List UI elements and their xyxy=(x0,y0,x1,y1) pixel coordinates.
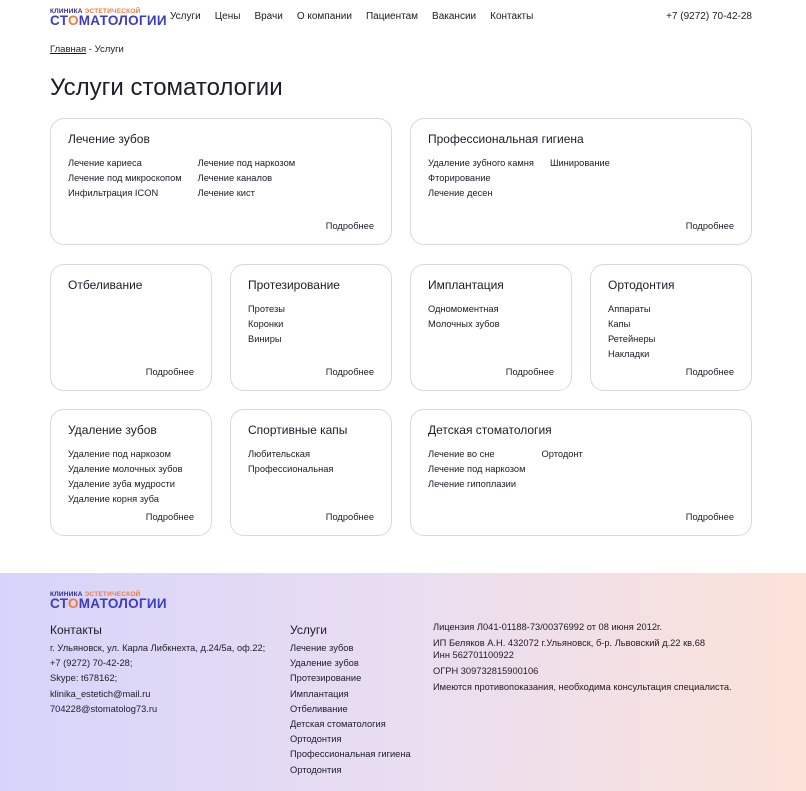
card-subservice-link[interactable]: Виниры xyxy=(248,334,282,344)
card-subservice-link[interactable]: Молочных зубов xyxy=(428,319,500,329)
card-subservice-link[interactable]: Лечение каналов xyxy=(197,173,273,183)
main-nav xyxy=(170,11,547,23)
more-link[interactable]: Подробнее xyxy=(325,367,374,377)
nav-item-about[interactable]: О компании xyxy=(296,11,352,22)
card-subservice-link[interactable]: Лечение кист xyxy=(197,188,255,198)
card-subservice-link[interactable]: Лечение десен xyxy=(428,188,493,198)
footer-contacts-list xyxy=(50,641,265,717)
ip-address-text: ИП Беляков А.Н. 432072 г.Ульяновск, б-р. Львовский д.22 кв.68 xyxy=(433,638,706,648)
card-subservice-link[interactable]: Лечение под наркозом xyxy=(197,158,296,168)
page-title: Услуги стоматологии xyxy=(50,74,283,101)
card-title[interactable]: Отбеливание xyxy=(68,278,143,292)
footer-service-link[interactable]: Отбеливание xyxy=(290,703,348,714)
footer-contact-line[interactable]: Skype: t678162; xyxy=(50,673,118,684)
card-column xyxy=(68,447,183,507)
card-subservice-link[interactable]: Профессиональная xyxy=(248,464,334,474)
card-title[interactable]: Удаление зубов xyxy=(68,423,157,437)
card-subservice-link[interactable]: Ретейнеры xyxy=(608,334,656,344)
nav-item-contacts[interactable]: Контакты xyxy=(490,11,534,22)
nav-item-prices[interactable]: Цены xyxy=(214,11,241,22)
card-items xyxy=(68,156,295,201)
ogrn-text: ОГРН 309732815900106 xyxy=(433,666,539,676)
contraindications-warning: Имеются противопоказания, необходима консультация специалиста. xyxy=(433,682,732,692)
card-items xyxy=(68,447,183,507)
nav-item-services[interactable]: Услуги xyxy=(170,11,201,22)
card-title[interactable]: Лечение зубов xyxy=(68,132,150,146)
card-subservice-link[interactable]: Аппараты xyxy=(608,304,651,314)
card-title[interactable]: Детская стоматология xyxy=(428,423,552,437)
footer-contact-line[interactable]: +7 (9272) 70-42-28; xyxy=(50,658,133,669)
card-items xyxy=(248,302,285,347)
card-column xyxy=(248,447,333,477)
card-subservice-link[interactable]: Удаление зубного камня xyxy=(428,158,534,168)
footer-service-link[interactable]: Имплантация xyxy=(290,688,349,699)
card-column xyxy=(248,302,285,347)
service-card-orthodontics[interactable] xyxy=(590,264,752,391)
footer-services xyxy=(290,622,411,778)
card-title[interactable]: Имплантация xyxy=(428,278,504,292)
card-column xyxy=(428,447,526,492)
card-subservice-link[interactable]: Ортодонт xyxy=(541,449,583,459)
card-subservice-link[interactable]: Любительская xyxy=(248,449,311,459)
footer-service-link[interactable]: Профессиональная гигиена xyxy=(290,749,411,760)
service-card-treatment[interactable] xyxy=(50,118,392,245)
footer-service-link[interactable]: Удаление зубов xyxy=(290,658,359,669)
card-subservice-link[interactable]: Инфильтрация ICON xyxy=(68,188,159,198)
header-phone[interactable]: +7 (9272) 70-42-28 xyxy=(666,11,752,22)
card-subservice-link[interactable]: Удаление под наркозом xyxy=(68,449,171,459)
more-link[interactable]: Подробнее xyxy=(685,221,734,231)
nav-item-vacancies[interactable]: Вакансии xyxy=(432,11,477,22)
tooth-icon: О xyxy=(67,596,79,611)
card-subservice-link[interactable]: Удаление корня зуба xyxy=(68,494,159,504)
card-column xyxy=(428,302,500,332)
footer-service-link[interactable]: Детская стоматология xyxy=(290,719,386,730)
footer-service-link[interactable]: Лечение зубов xyxy=(290,643,354,653)
card-subservice-link[interactable]: Шинирование xyxy=(549,158,610,168)
card-subservice-link[interactable]: Протезы xyxy=(248,304,285,314)
card-title[interactable]: Протезирование xyxy=(248,278,340,292)
card-subservice-link[interactable]: Лечение под микроскопом xyxy=(68,173,182,183)
footer-contact-line[interactable]: г. Ульяновск, ул. Карла Либкнехта, д.24/5а, оф.22; xyxy=(50,643,266,653)
license-text: Лицензия Л041-01188-73/00376992 от 08 июня 2012г. xyxy=(433,622,662,632)
more-link[interactable]: Подробнее xyxy=(145,367,194,377)
service-card-sport-guards[interactable] xyxy=(230,409,392,536)
footer-service-link[interactable]: Протезирование xyxy=(290,673,362,684)
more-link[interactable]: Подробнее xyxy=(685,512,734,522)
card-column xyxy=(428,156,534,201)
footer-contacts xyxy=(50,622,265,717)
nav-item-doctors[interactable]: Врачи xyxy=(254,11,283,22)
card-subservice-link[interactable]: Удаление зуба мудрости xyxy=(68,479,175,489)
breadcrumb-home[interactable]: Главная xyxy=(50,44,87,55)
footer-contact-line[interactable]: klinika_estetich@mail.ru xyxy=(50,688,151,699)
card-subservice-link[interactable]: Лечение под наркозом xyxy=(428,464,526,474)
footer-legal xyxy=(433,621,732,693)
site-footer xyxy=(0,573,806,791)
footer-contacts-heading: Контакты xyxy=(50,623,102,637)
card-items xyxy=(428,302,500,332)
breadcrumb-current: Услуги xyxy=(94,44,124,55)
footer-services-heading: Услуги xyxy=(290,623,327,637)
card-subservice-link[interactable]: Фторирование xyxy=(428,173,491,183)
footer-services-list xyxy=(290,641,411,778)
footer-service-link[interactable]: Ортодонтия xyxy=(290,734,342,745)
footer-logo[interactable]: КЛИНИКА ЭСТЕТИЧЕСКОЙ СТОМАТОЛОГИИ xyxy=(50,591,167,611)
card-title[interactable]: Ортодонтия xyxy=(608,278,675,292)
card-items xyxy=(248,447,333,477)
card-column xyxy=(608,302,655,362)
breadcrumb xyxy=(50,44,124,55)
service-card-whitening[interactable] xyxy=(50,264,212,391)
tooth-icon: О xyxy=(67,13,79,28)
more-link[interactable]: Подробнее xyxy=(685,367,734,377)
service-card-hygiene[interactable] xyxy=(410,118,752,245)
card-column xyxy=(542,447,583,492)
card-subservice-link[interactable]: Одномоментная xyxy=(428,304,499,314)
more-link[interactable]: Подробнее xyxy=(325,512,374,522)
card-column xyxy=(198,156,296,201)
card-subservice-link[interactable]: Лечение гипоплазии xyxy=(428,479,517,489)
inn-text: Инн 562701100922 xyxy=(433,650,514,660)
card-items xyxy=(428,447,583,492)
card-items xyxy=(428,156,610,201)
footer-service-link[interactable]: Ортодонтия xyxy=(290,764,342,775)
card-subservice-link[interactable]: Удаление молочных зубов xyxy=(68,464,183,474)
clinic-logo[interactable]: КЛИНИКА ЭСТЕТИЧЕСКОЙ СТОМАТОЛОГИИ xyxy=(50,8,167,28)
card-subservice-link[interactable]: Накладки xyxy=(608,349,650,359)
more-link[interactable]: Подробнее xyxy=(145,512,194,522)
card-column xyxy=(550,156,610,201)
site-header xyxy=(0,0,806,36)
card-subservice-link[interactable]: Капы xyxy=(608,319,631,329)
card-subservice-link[interactable]: Лечение во сне xyxy=(428,449,495,459)
card-title[interactable]: Спортивные капы xyxy=(248,423,348,437)
more-link[interactable]: Подробнее xyxy=(505,367,554,377)
service-card-prosthetics[interactable] xyxy=(230,264,392,391)
nav-item-patients[interactable]: Пациентам xyxy=(365,11,419,22)
service-card-implantation[interactable] xyxy=(410,264,572,391)
service-card-kids[interactable] xyxy=(410,409,752,536)
footer-contact-line[interactable]: 704228@stomatolog73.ru xyxy=(50,703,158,714)
service-card-extraction[interactable] xyxy=(50,409,212,536)
more-link[interactable]: Подробнее xyxy=(325,221,374,231)
card-items xyxy=(608,302,655,362)
card-column xyxy=(68,156,182,201)
card-subservice-link[interactable]: Коронки xyxy=(248,319,284,329)
card-title[interactable]: Профессиональная гигиена xyxy=(428,132,584,146)
card-subservice-link[interactable]: Лечение кариеса xyxy=(68,158,142,168)
breadcrumb-separator: - xyxy=(86,44,95,55)
